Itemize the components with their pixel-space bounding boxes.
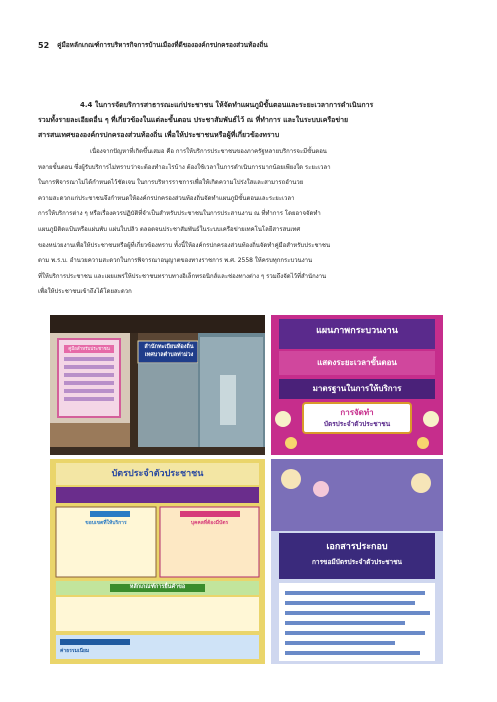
office-sign: สำนักทะเบียนท้องถิ่น เทศบาลตำบลท่าม่วง: [144, 344, 194, 358]
body-line: ของหน่วยงานเพื่อให้ประชาชนหรือผู้ที่เกี่ยวข้องทราบ ทั้งนี้ให้องค์กรปกครองส่วนท้องถิ่นจัดทำคู่มือสำหรับประชาชน: [38, 241, 331, 249]
pink-poster-box-title: การจัดทำ: [340, 408, 374, 417]
yellow-poster-title: บัตรประจำตัวประชาชน: [111, 469, 204, 479]
yellow-poster-middle-heading: หลักเกณฑ์การยื่นคำขอ: [129, 584, 186, 590]
office-photo: [50, 315, 265, 455]
body-paragraph: [38, 144, 460, 300]
body-line: ในการพิจารณาไม่ได้กำหนดไว้ชัดเจน ในการบริหารราชการเพื่อให้เกิดความโปร่งใสและสามารถอำนวย: [38, 179, 304, 187]
body-line: ความสะดวกแก่ประชาชนจึงกำหนดให้องค์กรปกครองส่วนท้องถิ่นจัดทำแผนภูมิขั้นตอนและระยะเวลา: [38, 194, 295, 202]
body-line: แผนภูมิติดแป้นหรือแผ่นพับ แผ่นใบปลิว ตลอดจนประชาสัมพันธ์ในระบบเครือข่ายเทคโนโลยีสารสนเทศ: [38, 225, 301, 233]
yellow-poster-right-heading: บุคคลที่ต้องมีบัตร: [190, 520, 229, 526]
section-line: 4.4 ในการจัดบริการสาธารณะแก่ประชาชน ให้จัดทำแผนภูมิขั้นตอนและระยะเวลาการดำเนินการ: [80, 101, 374, 109]
yellow-poster-bottom-heading: ค่าธรรมเนียม: [60, 648, 90, 654]
body-line: ที่ให้บริการประชาชน และเผยแพร่ให้ประชาชนทราบทางอิเล็กทรอนิกส์และช่องทางต่าง ๆ รวมถึงจัดไว้ที่สำนักงาน: [38, 272, 327, 280]
page-header: [38, 38, 457, 52]
blue-poster-title: เอกสารประกอบ: [326, 542, 388, 552]
section-line: สารสนเทศขององค์กรปกครองส่วนท้องถิ่น เพื่อให้ประชาชนหรือผู้ที่เกี่ยวข้องทราบ: [38, 131, 280, 139]
pink-poster-box-subtitle: บัตรประจำตัวประชาชน: [323, 420, 391, 428]
blue-poster-subtitle: การขอมีบัตรประจำตัวประชาชน: [311, 558, 402, 566]
office-board-title: คู่มือสำหรับประชาชน: [68, 347, 110, 352]
running-title: คู่มือหลักเกณฑ์การบริหารกิจการบ้านเมืองที่ดีขององค์กรปกครองส่วนท้องถิ่น: [57, 41, 268, 49]
page-number: 52: [38, 40, 50, 50]
pink-poster-standard: มาตรฐานในการให้บริการ: [312, 384, 402, 393]
section-heading: [38, 98, 460, 143]
body-line: เนื่องจากปัญหาที่เกิดขึ้นเสมอ คือ การให้บริการประชาชนของภาครัฐหลายบริการจะมีขั้นตอน: [90, 148, 327, 155]
pink-poster-title: แผนภาพกระบวนงาน: [316, 326, 398, 336]
pink-poster-photo: [271, 315, 443, 455]
body-line: เพื่อให้ประชาชนเข้าถึงได้โดยสะดวก: [38, 288, 132, 296]
blue-poster-photo: [271, 459, 443, 664]
yellow-poster-bg: [50, 459, 265, 664]
yellow-poster-photo: [50, 459, 265, 664]
pink-poster-subtitle: แสดงระยะเวลาขั้นตอน: [317, 358, 397, 367]
body-line: ตาม พ.ร.บ. อำนวยความสะดวกในการพิจารณาอนุญาตของทางราชการ พ.ศ. 2558 ให้ครบทุกกระบวนงาน: [38, 257, 313, 265]
yellow-poster-left-heading: ขอบเขตที่ให้บริการ: [85, 520, 127, 526]
section-line: รวมทั้งรายละเอียดอื่น ๆ ที่เกี่ยวข้องในแต่ละขั้นตอน ประชาสัมพันธ์ไว้ ณ ที่ทำการ และในระบบเครือข่าย: [38, 116, 349, 124]
body-line: หลายขั้นตอน ซึ่งผู้รับบริการไม่ทราบว่าจะต้องทำอะไรบ้าง ต้องใช้เวลาในการดำเนินการมากน้อยเพียงใด ระยะเวลา: [38, 163, 331, 171]
body-line: การให้บริการต่าง ๆ หรือเรื่องควรปฏิบัติที่จำเป็นสำหรับประชาชนในการประสานงาน ณ ที่ทำการ โดยอาจจัดทำ: [38, 210, 321, 218]
office-scene: [50, 315, 265, 455]
